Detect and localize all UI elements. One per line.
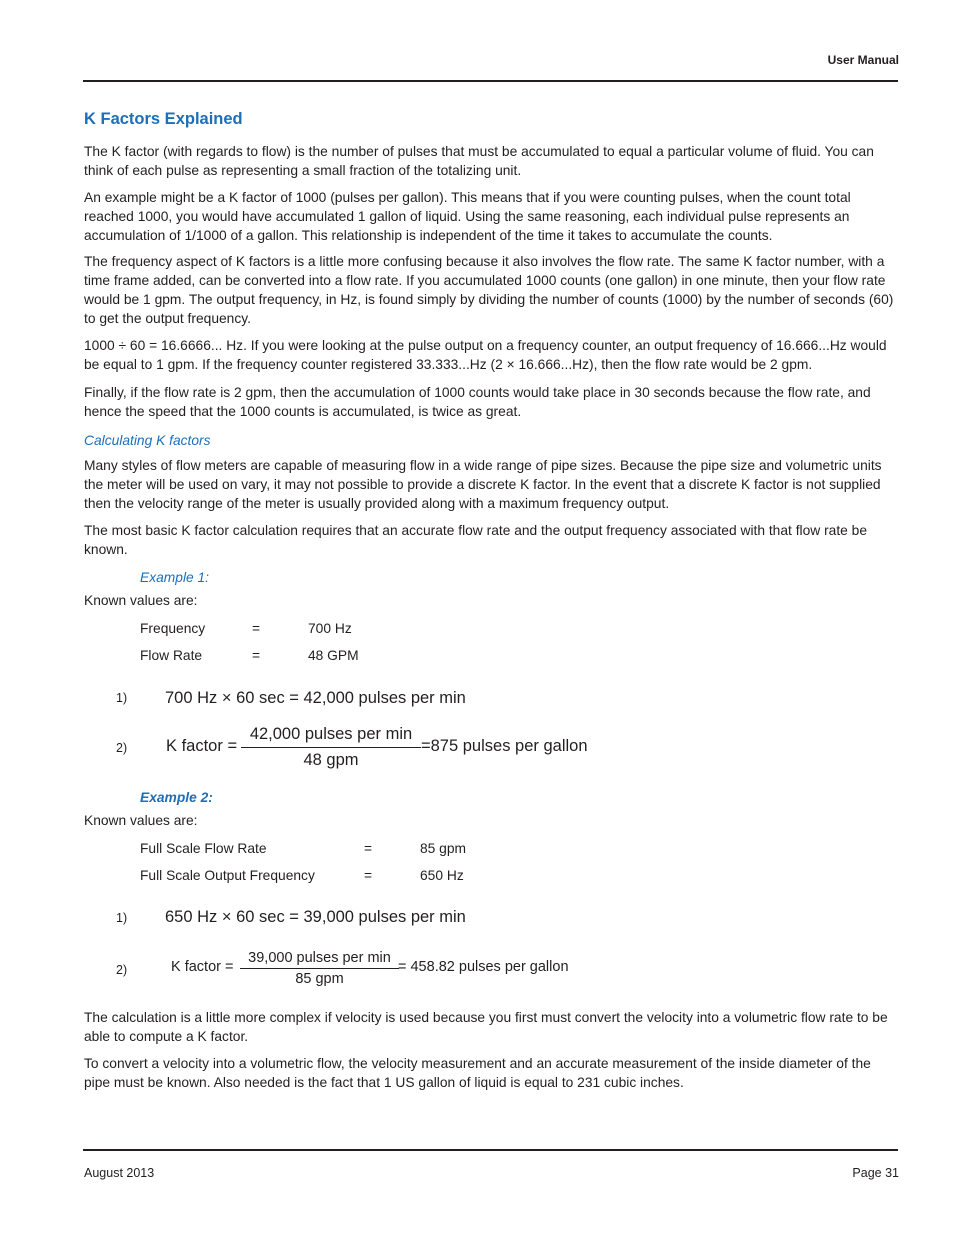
paragraph-division: 1000 ÷ 60 = 16.6666... Hz. If you were looking at the pulse output on a frequency counter, an output frequency of 16.666...Hz would be equal to 1 gpm. If the frequency counter registered 33.333...Hz (2 × 16.666...Hz), then the flow rate would be 2 gpm. (84, 338, 887, 372)
row-label: Full Scale Output Frequency (140, 868, 315, 883)
equals-sign: = (252, 621, 261, 636)
page-number: Page 31 (852, 1166, 899, 1180)
example-2-known: Known values are: (84, 813, 198, 828)
paragraph-finally: Finally, if the flow rate is 2 gpm, then the accumulation of 1000 counts would take place in 30 seconds because the flow rate, and hence the speed that the 1000 counts is accumulated, is twice as great. (84, 385, 871, 419)
row-label: Frequency (140, 621, 206, 636)
footer-rule (83, 1149, 898, 1151)
subheading-calculating: Calculating K factors (84, 433, 211, 448)
equals-sign: = (364, 841, 373, 856)
fraction-denominator: 48 gpm (303, 751, 359, 769)
step-number: 2) (116, 741, 128, 755)
k-factor-lhs: K factor = (171, 959, 234, 975)
k-factor-lhs: K factor = (166, 737, 238, 755)
row-label: Full Scale Flow Rate (140, 841, 267, 856)
equals-sign: = (364, 868, 373, 883)
section-title: K Factors Explained (84, 110, 243, 128)
row-value: 48 GPM (308, 648, 359, 663)
step-number: 1) (116, 911, 128, 925)
row-value: 85 gpm (420, 841, 467, 856)
paragraph-styles: Many styles of flow meters are capable of measuring flow in a wide range of pipe sizes. Because the pipe size and volumetric units the meter will be used on vary, it may not possible to provide a discrete K factor. In the event that a discrete K factor is not supplied then the velocity range of the meter is usually provided along with a maximum frequency output. (84, 458, 882, 511)
k-factor-result: =875 pulses per gallon (421, 737, 588, 755)
example-2-label: Example 2: (140, 790, 213, 805)
row-value: 700 Hz (308, 621, 352, 636)
fraction-numerator: 39,000 pulses per min (240, 950, 399, 969)
fraction (241, 725, 421, 770)
equation-1: 700 Hz × 60 sec = 42,000 pulses per min (165, 689, 466, 707)
k-factor-result: = 458.82 pulses per gallon (398, 959, 569, 975)
step-number: 2) (116, 963, 128, 977)
paragraph-frequency: The frequency aspect of K factors is a little more confusing because it also involves the flow rate. The same K factor number, with a time frame added, can be converted into a flow rate. If you accumulated 1000 counts (one gallon) in one minute, then your flow rate would be 1 gpm. The output frequency, in Hz, is found simply by dividing the number of counts (1000) by the number of seconds (60) to get the output frequency. (84, 254, 894, 326)
footer-date: August 2013 (84, 1166, 155, 1180)
fraction-numerator: 42,000 pulses per min (241, 725, 421, 748)
equation-1: 650 Hz × 60 sec = 39,000 pulses per min (165, 908, 466, 926)
paragraph-velocity: The calculation is a little more complex if velocity is used because you first must convert the velocity into a volumetric flow rate to be able to compute a K factor. (84, 1010, 888, 1044)
paragraph-convert: To convert a velocity into a volumetric flow, the velocity measurement and an accurate measurement of the inside diameter of the pipe must be known. Also needed is the fact that 1 US gallon of liquid is equal to 231 cubic inches. (84, 1056, 871, 1090)
fraction (240, 950, 399, 987)
fraction-denominator: 85 gpm (295, 971, 344, 987)
example-1-label: Example 1: (140, 570, 210, 585)
equals-sign: = (252, 648, 261, 663)
paragraph-example: An example might be a K factor of 1000 (pulses per gallon). This means that if you were counting pulses, when the count total reached 1000, you would have accumulated 1 gallon of liquid. Using the same reasoning, each individual pulse represents an accumulation of 1/1000 of a gallon. This relationship is independent of the time it takes to accumulate the counts. (84, 190, 851, 243)
step-number: 1) (116, 691, 128, 705)
header-rule (83, 80, 898, 82)
row-label: Flow Rate (140, 648, 203, 663)
example-1-known: Known values are: (84, 593, 198, 608)
running-header: User Manual (827, 53, 899, 67)
paragraph-basic: The most basic K factor calculation requires that an accurate flow rate and the output frequency associated with that flow rate be known. (84, 523, 868, 557)
row-value: 650 Hz (420, 868, 464, 883)
paragraph-intro: The K factor (with regards to flow) is the number of pulses that must be accumulated to equal a particular volume of fluid. You can think of each pulse as representing a small fraction of the totalizing unit. (84, 144, 874, 178)
